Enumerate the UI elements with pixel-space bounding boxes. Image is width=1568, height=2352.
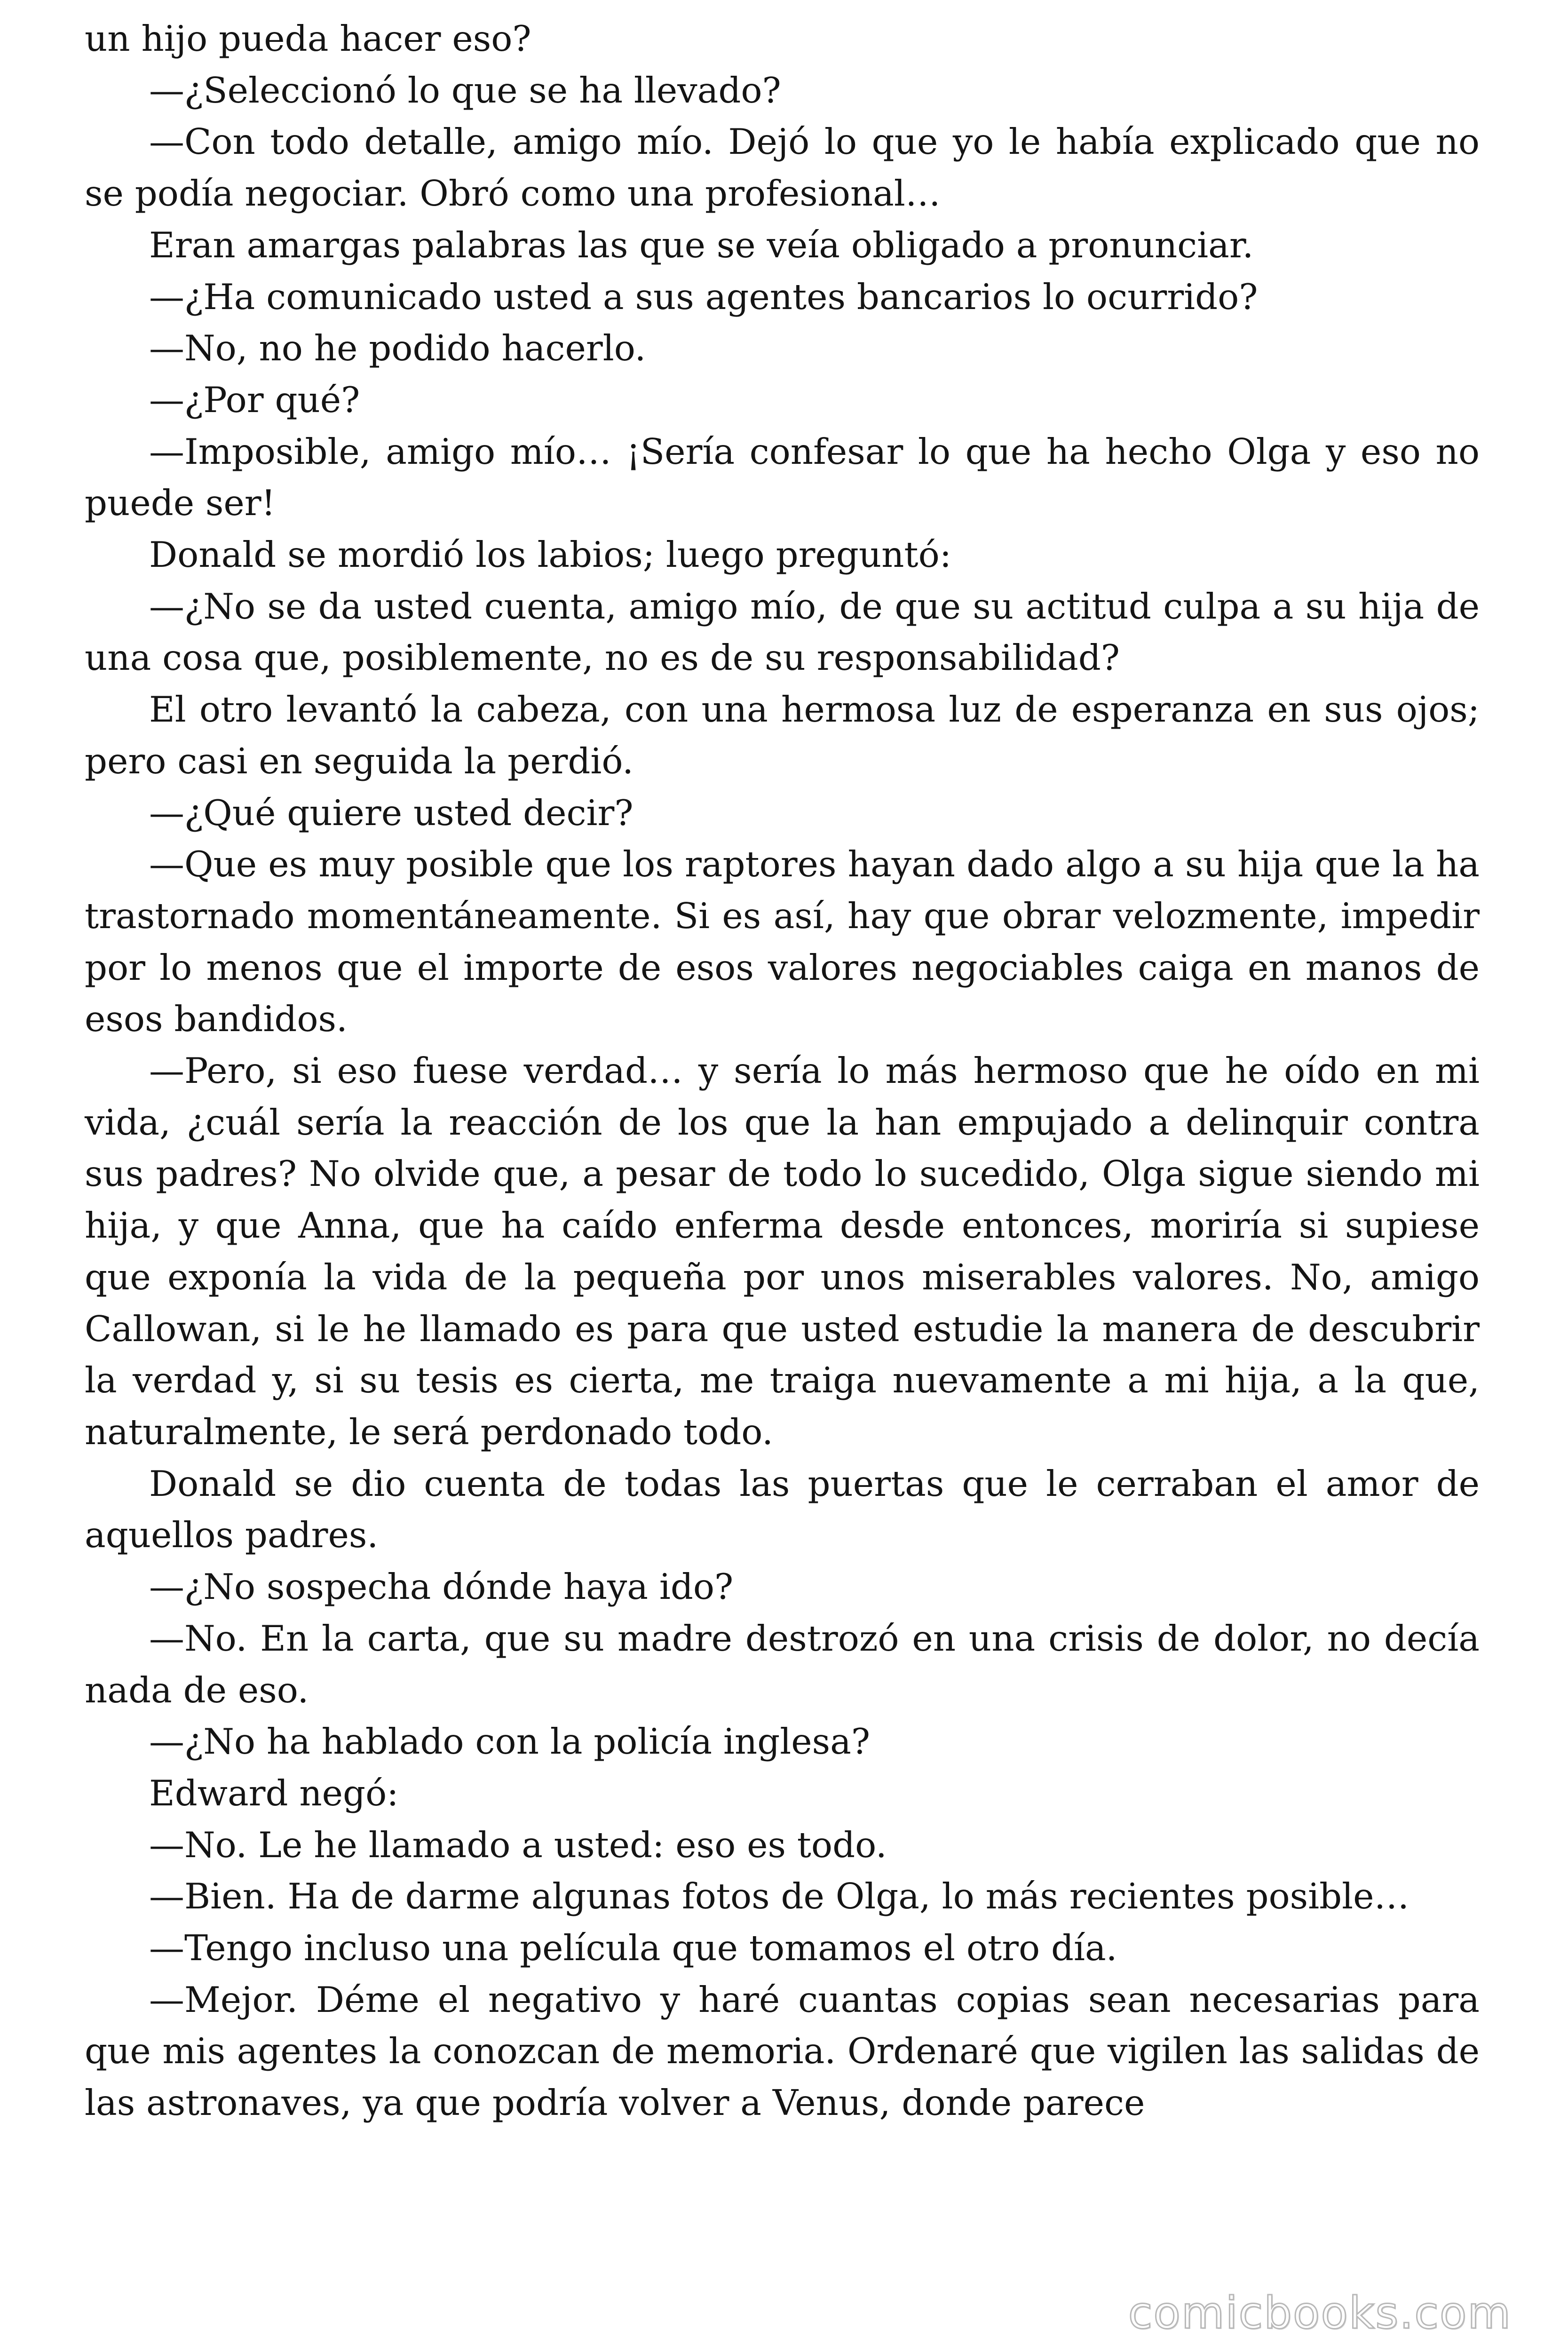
paragraph: —No, no he podido hacerlo. [149, 327, 646, 369]
paragraph: Edward negó: [149, 1772, 399, 1814]
paragraph: —¿No sospecha dónde haya ido? [149, 1566, 734, 1608]
paragraph: —¿Qué quiere usted decir? [149, 792, 634, 834]
paragraph: —¿No se da usted cuenta, amigo mío, de que su actitud culpa a su hija de una cosa que, posiblemente, no es de su responsabilidad? [85, 585, 1480, 679]
paragraph: —¿Ha comunicado usted a sus agentes bancarios lo ocurrido? [149, 276, 1258, 318]
paragraph: un hijo pueda hacer eso? [85, 18, 531, 59]
paragraph: —¿Por qué? [149, 379, 360, 421]
paragraph: —Tengo incluso una película que tomamos el otro día. [149, 1927, 1117, 1969]
paragraph: —Pero, si eso fuese verdad… y sería lo más hermoso que he oído en mi vida, ¿cuál sería la reacción de los que la han empujado a delinquir contra sus padres? No olvide que, a pesar de todo lo sucedido, Olga sigue siendo mi hija, y que Anna, que ha caído enferma desde entonces, moriría si supiese que exponía la vida de la pequeña por unos miserables valores. No, amigo Callowan, si le he llamado es para que usted estudie la manera de descubrir la verdad y, si su tesis es cierta, me traiga nuevamente a mi hija, a la que, naturalmente, le será perdonado todo. [85, 1050, 1480, 1453]
paragraph: —No. Le he llamado a usted: eso es todo. [149, 1824, 887, 1866]
paragraph: Eran amargas palabras las que se veía obligado a pronunciar. [149, 224, 1254, 266]
paragraph: —Imposible, amigo mío… ¡Sería confesar lo que ha hecho Olga y eso no puede ser! [85, 430, 1480, 524]
paragraph: Donald se dio cuenta de todas las puertas que le cerraban el amor de aquellos padres. [85, 1462, 1480, 1556]
paragraph: —Con todo detalle, amigo mío. Dejó lo que yo le había explicado que no se podía negociar. Obró como una profesional… [85, 121, 1480, 215]
body-text [85, 13, 1480, 2129]
paragraph: —¿Seleccionó lo que se ha llevado? [149, 69, 781, 111]
paragraph: —Bien. Ha de darme algunas fotos de Olga, lo más recientes posible… [149, 1875, 1410, 1917]
paragraph: —No. En la carta, que su madre destrozó en una crisis de dolor, no decía nada de eso. [85, 1617, 1480, 1711]
watermark: comicbooks.com [1128, 2288, 1512, 2339]
paragraph: Donald se mordió los labios; luego preguntó: [149, 534, 951, 576]
paragraph: —Mejor. Déme el negativo y haré cuantas copias sean necesarias para que mis agentes la conozcan de memoria. Ordenaré que vigilen las salidas de las astronaves, ya que podría volver a Venus, donde parece [85, 1979, 1480, 2124]
paragraph: —Que es muy posible que los raptores hayan dado algo a su hija que la ha trastornado momentáneamente. Si es así, hay que obrar velozmente, impedir por lo menos que el importe de esos valores negociables caiga en manos de esos bandidos. [85, 843, 1480, 1040]
paragraph: El otro levantó la cabeza, con una hermosa luz de esperanza en sus ojos; pero casi en seguida la perdió. [85, 689, 1480, 782]
paragraph: —¿No ha hablado con la policía inglesa? [149, 1721, 871, 1763]
